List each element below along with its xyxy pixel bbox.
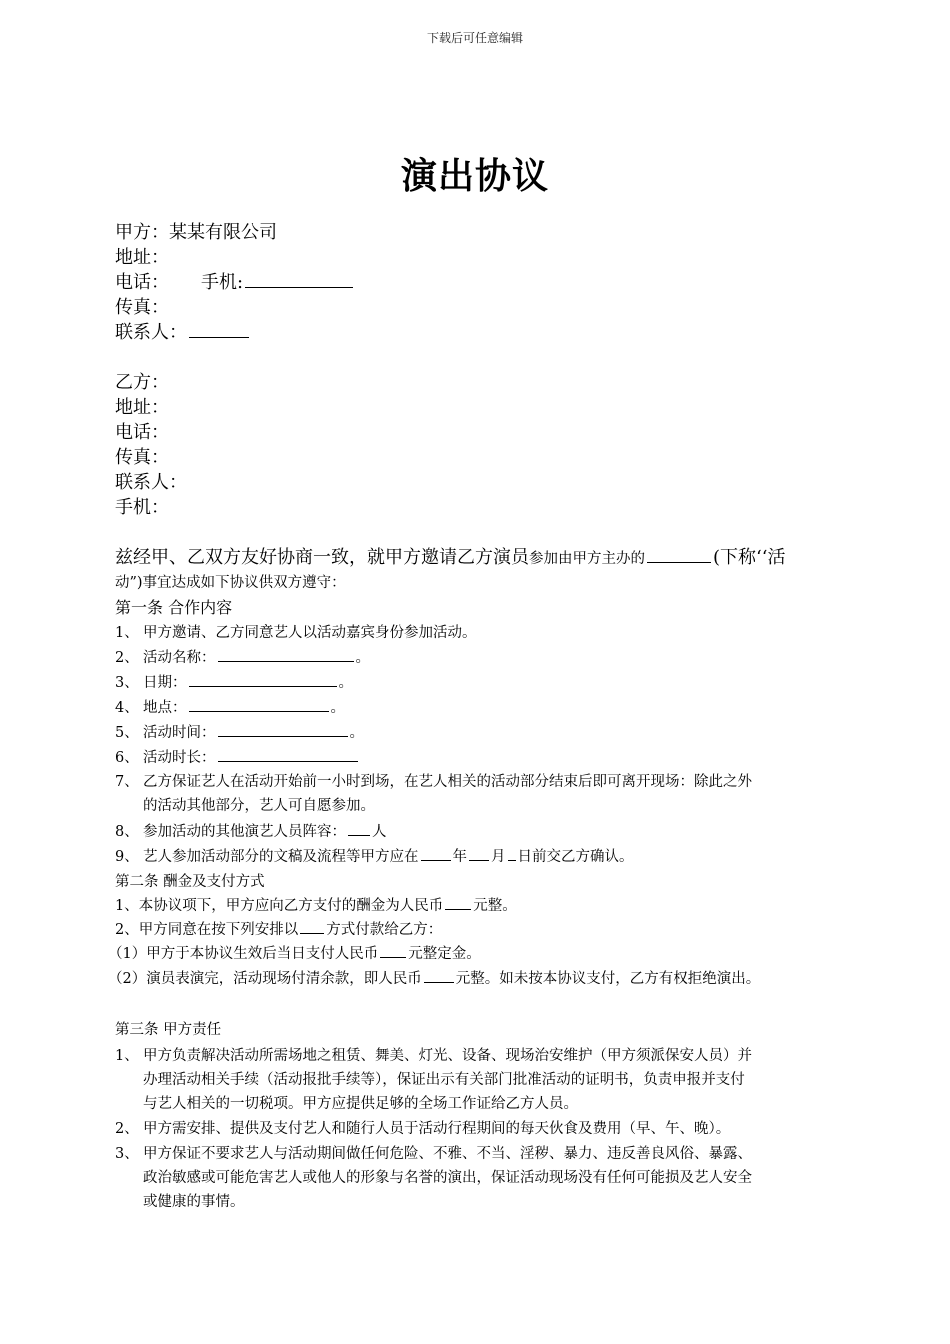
list-item-number: 8、 [115, 824, 139, 840]
party-a-mobile: 手机: [201, 272, 244, 293]
list-item: 参加活动的其他演艺人员阵容： 人 [143, 820, 387, 841]
intro-line-1 [115, 543, 785, 569]
blank-field [189, 319, 249, 338]
blank-field [245, 269, 353, 288]
list-item: 乙方保证艺人在活动开始前一小时到场，在艺人相关的活动部分结束后即可离开现场：除此之外 [143, 774, 752, 790]
header-note: 下载后可任意编辑 [426, 31, 523, 45]
party-a-phone-line [115, 268, 355, 294]
payment-line-3: （1）甲方于本协议生效后当日支付人民币 元整定金。 [108, 942, 481, 963]
party-a-contact-line [115, 318, 251, 344]
intro-text-b: 参加由甲方主办的 [529, 551, 645, 567]
party-a-name: 甲方：某某有限公司 [115, 222, 277, 243]
list-item-number: 2、 [115, 650, 139, 666]
list-item-number: 1、 [115, 625, 139, 641]
list-item-number: 3、 [115, 1146, 139, 1162]
party-b-contact: 联系人： [115, 472, 187, 493]
list-item: 艺人参加活动部分的文稿及流程等甲方应在 年 月 日前交乙方确认。 [143, 845, 634, 866]
list-item-number: 6、 [115, 750, 139, 766]
list-item-continuation: 与艺人相关的一切税项。甲方应提供足够的全场工作证给乙方人员。 [143, 1096, 578, 1112]
party-a-phone: 电话： [115, 272, 169, 293]
list-item-continuation: 政治敏感或可能危害艺人或他人的形象与名誉的演出，保证活动现场没有任何可能损及艺人安全 [143, 1170, 752, 1186]
party-b-phone: 电话： [115, 422, 169, 443]
party-b-name: 乙方： [115, 372, 169, 393]
list-item-number: 2、 [115, 1121, 139, 1137]
list-item: 甲方需安排、提供及支付艺人和随行人员于活动行程期间的每天伙食及费用（早、午、晚）。 [143, 1121, 731, 1137]
list-item: 活动时间： 。 [143, 721, 364, 742]
list-item-number: 5、 [115, 725, 139, 741]
party-b-mobile: 手机： [115, 497, 169, 518]
intro-text-a: 兹经甲、乙双方友好协商一致，就甲方邀请乙方演员 [115, 547, 529, 568]
article-1-heading: 第一条 合作内容 [115, 598, 233, 617]
list-item: 地点： 。 [143, 696, 345, 717]
list-item-continuation: 或健康的事情。 [143, 1194, 245, 1210]
payment-line-4: （2）演员表演完，活动现场付清余款，即人民币 元整。如未按本协议支付，乙方有权拒绝演出。 [108, 967, 760, 988]
list-item-number: 9、 [115, 849, 139, 865]
list-item-number: 4、 [115, 700, 139, 716]
article-3-heading: 第三条 甲方责任 [115, 1022, 222, 1038]
payment-line-1: 1、本协议项下，甲方应向乙方支付的酬金为人民币 元整。 [115, 894, 517, 915]
list-item: 日期： 。 [143, 671, 353, 692]
party-a-contact: 联系人： [115, 322, 187, 343]
list-item-continuation: 的活动其他部分，艺人可自愿参加。 [143, 798, 375, 814]
list-item-continuation: 办理活动相关手续（活动报批手续等），保证出示有关部门批准活动的证明书，负责申报并支付 [143, 1072, 745, 1088]
article-2-heading: 第二条 酬金及支付方式 [115, 874, 265, 890]
document-title: 演出协议 [400, 155, 549, 197]
intro-text-c: (下称‘‘活 [713, 547, 786, 568]
party-b-fax: 传真： [115, 447, 169, 468]
blank-field [647, 546, 711, 563]
payment-line-2: 2、甲方同意在按下列安排以 方式付款给乙方： [115, 918, 442, 939]
list-item: 活动时长： [143, 746, 360, 767]
list-item: 活动名称： 。 [143, 646, 370, 667]
party-a-fax: 传真： [115, 297, 169, 318]
party-a-address: 地址： [115, 247, 169, 268]
list-item: 甲方负责解决活动所需场地之租赁、舞美、灯光、设备、现场治安维护（甲方须派保安人员）并 [143, 1048, 752, 1064]
list-item-number: 3、 [115, 675, 139, 691]
list-item-number: 7、 [115, 774, 139, 790]
party-b-address: 地址： [115, 397, 169, 418]
intro-line-2: 动”)事宜达成如下协议供双方遵守： [115, 575, 346, 591]
list-item: 甲方邀请、乙方同意艺人以活动嘉宾身份参加活动。 [143, 625, 477, 641]
list-item: 甲方保证不要求艺人与活动期间做任何危险、不雅、不当、淫秽、暴力、违反善良风俗、暴露、 [143, 1146, 752, 1162]
list-item-number: 1、 [115, 1048, 139, 1064]
